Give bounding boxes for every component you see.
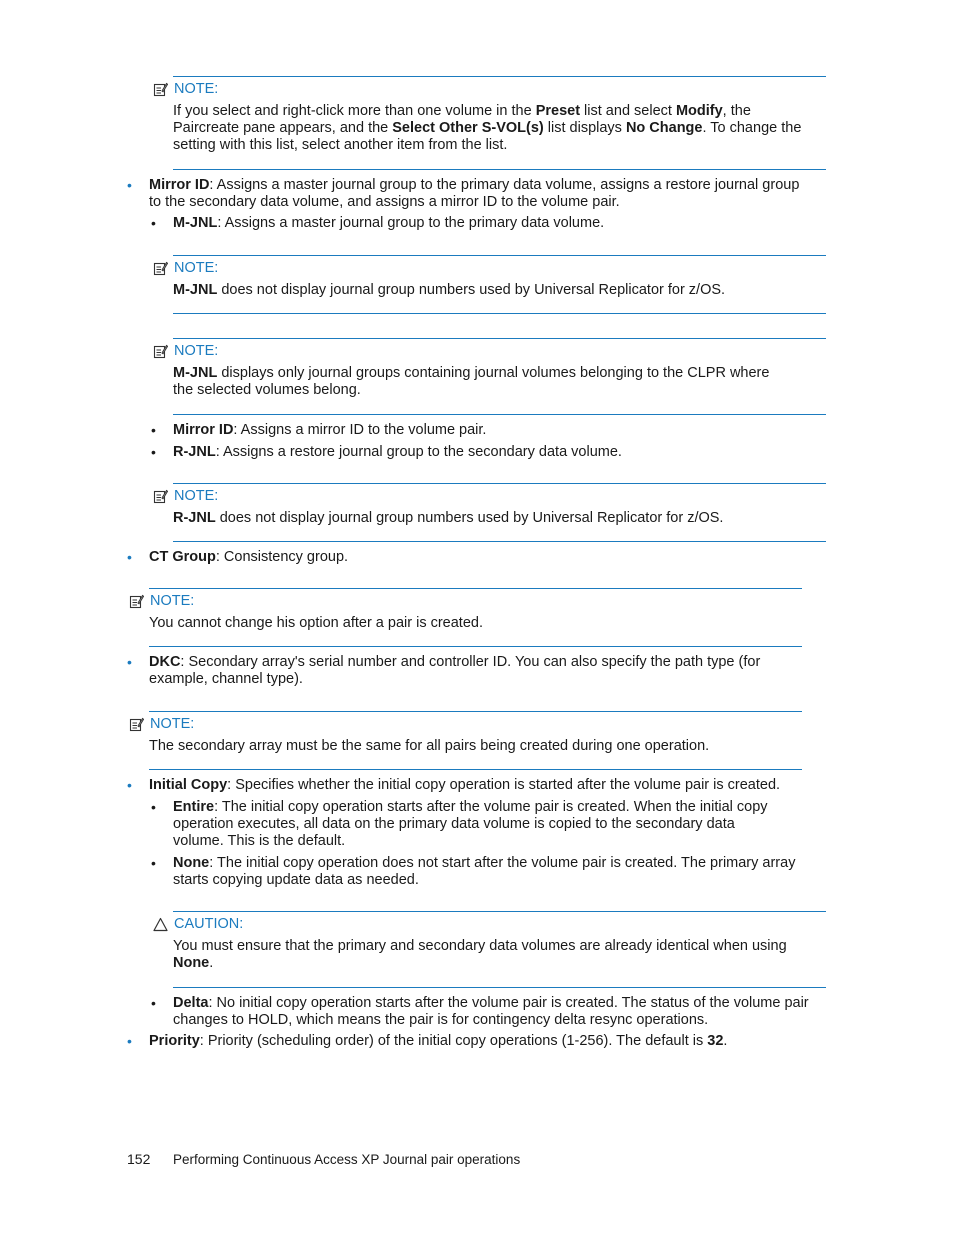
note-icon <box>153 82 168 97</box>
note-text: R-JNL does not display journal group numbers used by Universal Replicator for z/OS. <box>173 510 724 526</box>
bullet: • <box>127 777 132 793</box>
note-text: M-JNL displays only journal groups containing journal volumes belonging to the CLPR where the selected volumes belong. <box>173 365 770 398</box>
bullet: • <box>127 549 132 565</box>
note-title: NOTE: <box>174 488 219 504</box>
note-text: The secondary array must be the same for all pairs being created during one operation. <box>149 738 710 754</box>
footer-title: Performing Continuous Access XP Journal pair operations <box>173 1152 521 1167</box>
note-icon <box>129 717 144 732</box>
caution-header <box>153 916 243 932</box>
sub-bullet: • <box>151 444 156 460</box>
warning-triangle-icon <box>153 917 168 932</box>
note-title: NOTE: <box>150 716 195 732</box>
sub-item-mirror-id: Mirror ID: Assigns a mirror ID to the volume pair. <box>173 422 487 438</box>
list-item-mirror-id: Mirror ID: Assigns a master journal group to the primary data volume, assigns a restore journal group to the secondary data volume, and assigns a mirror ID to the volume pair. <box>149 177 800 210</box>
note-text: You cannot change his option after a pair is created. <box>149 615 483 631</box>
caution-box <box>173 911 826 988</box>
sub-item-delta: Delta: No initial copy operation starts after the volume pair is created. The status of the volume pair changes to HOLD, which means the pair is for contingency delta resync operations. <box>173 995 809 1028</box>
note-icon <box>153 261 168 276</box>
list-item-initial-copy: Initial Copy: Specifies whether the initial copy operation is started after the volume pair is created. <box>149 777 781 793</box>
bullet: • <box>127 1033 132 1049</box>
note-icon <box>153 344 168 359</box>
caution-title: CAUTION: <box>174 916 244 932</box>
sub-item-none: None: The initial copy operation does not start after the volume pair is created. The primary array starts copying update data as needed. <box>173 855 796 888</box>
sub-bullet: • <box>151 215 156 231</box>
list-item-priority: Priority: Priority (scheduling order) of the initial copy operations (1-256). The default is 32. <box>149 1033 728 1049</box>
sub-bullet: • <box>151 855 156 871</box>
caution-text: You must ensure that the primary and secondary data volumes are already identical when using None. <box>173 938 787 971</box>
sub-item-r-jnl: R-JNL: Assigns a restore journal group to the secondary data volume. <box>173 444 622 460</box>
note-header <box>153 343 218 359</box>
list-item-dkc: DKC: Secondary array's serial number and controller ID. You can also specify the path type (for example, channel type). <box>149 654 761 687</box>
note-header <box>153 488 218 504</box>
note-box <box>173 255 826 314</box>
note-box <box>149 711 802 770</box>
note-title: NOTE: <box>150 593 195 609</box>
sub-bullet: • <box>151 995 156 1011</box>
sub-bullet: • <box>151 799 156 815</box>
note-header <box>129 716 194 732</box>
note-icon <box>153 489 168 504</box>
note-header <box>153 81 218 97</box>
note-title: NOTE: <box>174 260 219 276</box>
sub-bullet: • <box>151 422 156 438</box>
bullet: • <box>127 177 132 193</box>
sub-item-m-jnl: M-JNL: Assigns a master journal group to the primary data volume. <box>173 215 605 231</box>
note-icon <box>129 594 144 609</box>
sub-item-entire: Entire: The initial copy operation starts after the volume pair is created. When the initial copy operation executes, all data on the primary data volume is copied to the secondary data volume. This is the default. <box>173 799 768 849</box>
note-title: NOTE: <box>174 343 219 359</box>
bullet: • <box>127 654 132 670</box>
note-header <box>129 593 194 609</box>
note-header <box>153 260 218 276</box>
page-number: 152 <box>127 1151 151 1167</box>
note-box <box>149 588 802 647</box>
note-box <box>173 483 826 542</box>
note-title: NOTE: <box>174 81 219 97</box>
note-text: M-JNL does not display journal group numbers used by Universal Replicator for z/OS. <box>173 282 726 298</box>
list-item-ct-group: CT Group: Consistency group. <box>149 549 349 565</box>
note-box <box>173 338 826 415</box>
note-box <box>173 76 826 170</box>
note-text: If you select and right-click more than one volume in the Preset list and select Modify, the Paircreate pane appears, and the Select Other S-VOL(s) list displays No Change. To change the setting with this list, select another item from the list. <box>173 103 802 153</box>
